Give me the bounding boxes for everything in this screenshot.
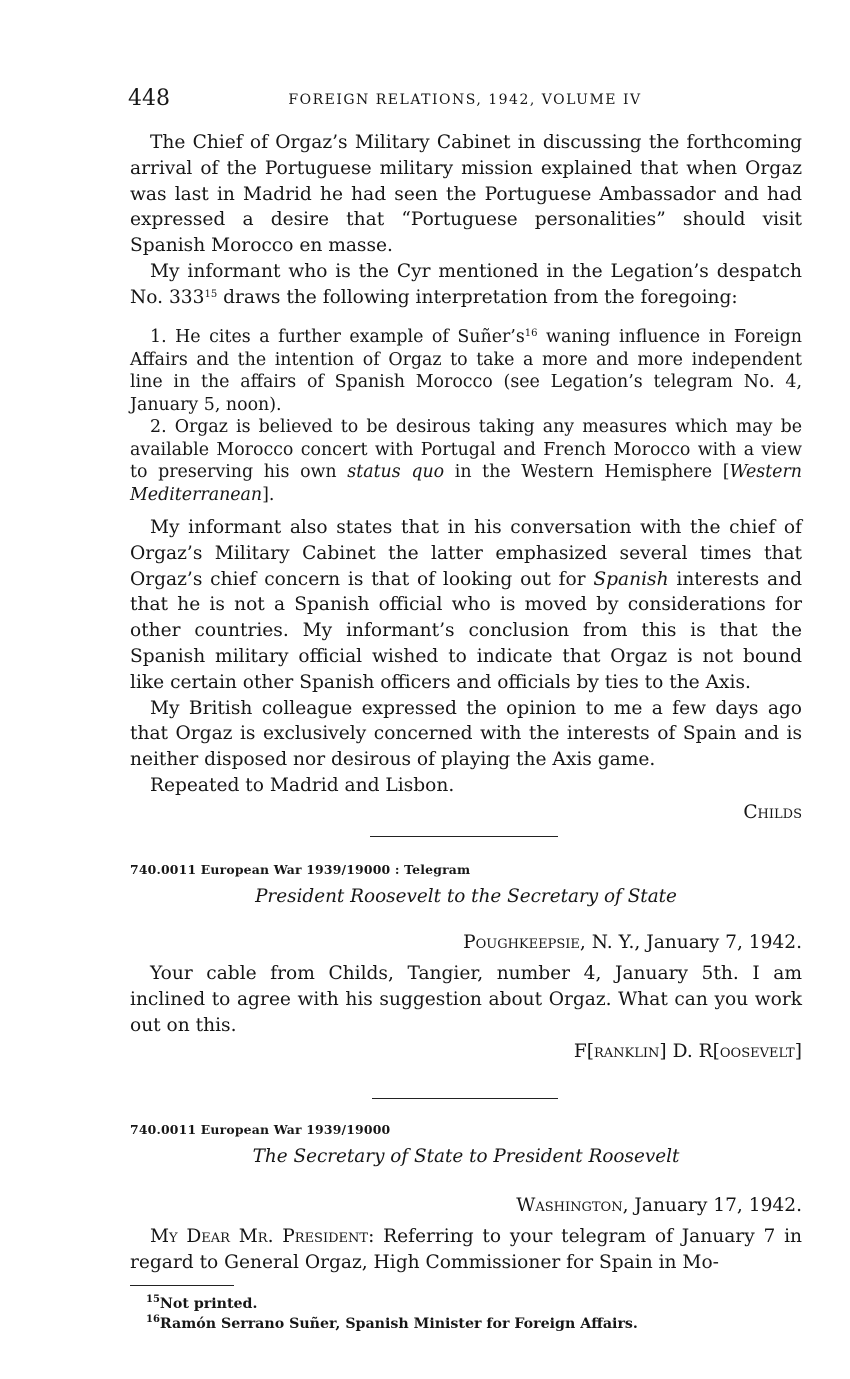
- footnote: $^{15}$Not printed.: [146, 1294, 258, 1312]
- section-childs-body: [130, 130, 802, 311]
- running-title: FOREIGN RELATIONS, 1942, VOLUME IV: [288, 92, 642, 108]
- section-secretary-body: [130, 1224, 802, 1276]
- file-number: 740.0011 European War 1939/19000 : Telegram: [130, 862, 471, 877]
- list-item: 1. He cites a further example of $Suñer’s^{16}$ waning influence in Foreign Affairs and the intention of Orgaz to take a more and more independent line in the affairs of Spanish Morocco (see Legation’s telegram No. 4, January 5, noon).: [130, 327, 802, 415]
- paragraph: My informant also states that in his conversation with the chief of Orgaz’s Military Cabinet the latter emphasized several times that Orgaz’s chief concern is that of looking out for Spanish interests and that he is not a Spanish official who is moved by considerations for other countries. My informant’s conclusion from this is that the Spanish military official wished to indicate that Orgaz is not bound like certain other Spanish officers and officials by ties to the Axis.: [130, 517, 802, 693]
- paragraph: My informant who is the Cyr mentioned in the Legation’s despatch No. $333^{15}$ draws the following interpretation from the foregoing:: [130, 260, 802, 308]
- section-divider: [370, 836, 558, 837]
- paragraph: Repeated to Madrid and Lisbon.: [150, 774, 455, 796]
- document-title: President Roosevelt to the Secretary of State: [255, 886, 677, 907]
- paragraph: The Chief of Orgaz’s Military Cabinet in discussing the forthcoming arrival of the Portuguese military mission explained that when Orgaz was last in Madrid he had seen the Portuguese Ambassador and had expressed a desire that “Portuguese personalities” should visit Spanish Morocco en masse.: [130, 132, 802, 257]
- list-item: 2. Orgaz is believed to be desirous taking any measures which may be available Morocco concert with Portugal and French Morocco with a view to preserving his own status quo in the Western Hemisphere [Western Mediterranean].: [130, 417, 802, 505]
- signature-roosevelt: F[ranklin] D. R[oosevelt]: [573, 1041, 802, 1062]
- numbered-list: [130, 326, 802, 506]
- page-header: [128, 86, 802, 116]
- footnote-rule: [130, 1285, 234, 1286]
- footnotes: [146, 1294, 638, 1334]
- section-divider: [372, 1098, 558, 1099]
- paragraph: My British colleague expressed the opinion to me a few days ago that Orgaz is exclusively concerned with the interests of Spain and is neither disposed nor desirous of playing the Axis game.: [130, 697, 802, 771]
- dateline: Washington, January 17, 1942.: [516, 1195, 802, 1216]
- dateline: Poughkeepsie, N. Y., January 7, 1942.: [463, 932, 802, 953]
- page-number: 448: [128, 86, 170, 111]
- paragraph: My Dear Mr. President: Referring to your telegram of January 7 in regard to General Orgaz, High Commissioner for Spain in Mo-: [130, 1226, 803, 1273]
- signature-childs: Childs: [743, 802, 802, 823]
- section-childs-body-continued: [130, 515, 802, 799]
- footnote-ref: 16: [524, 328, 538, 339]
- footnote: $^{16}$Ramón Serrano Suñer, Spanish Minister for Foreign Affairs.: [146, 1314, 638, 1332]
- section-roosevelt-body: [130, 961, 802, 1038]
- footnote-ref: 15: [204, 288, 218, 300]
- document-title: The Secretary of State to President Roosevelt: [252, 1146, 680, 1167]
- file-number: 740.0011 European War 1939/19000: [130, 1122, 391, 1137]
- paragraph: Your cable from Childs, Tangier, number 4, January 5th. I am inclined to agree with his suggestion about Orgaz. What can you work out on this.: [130, 963, 802, 1036]
